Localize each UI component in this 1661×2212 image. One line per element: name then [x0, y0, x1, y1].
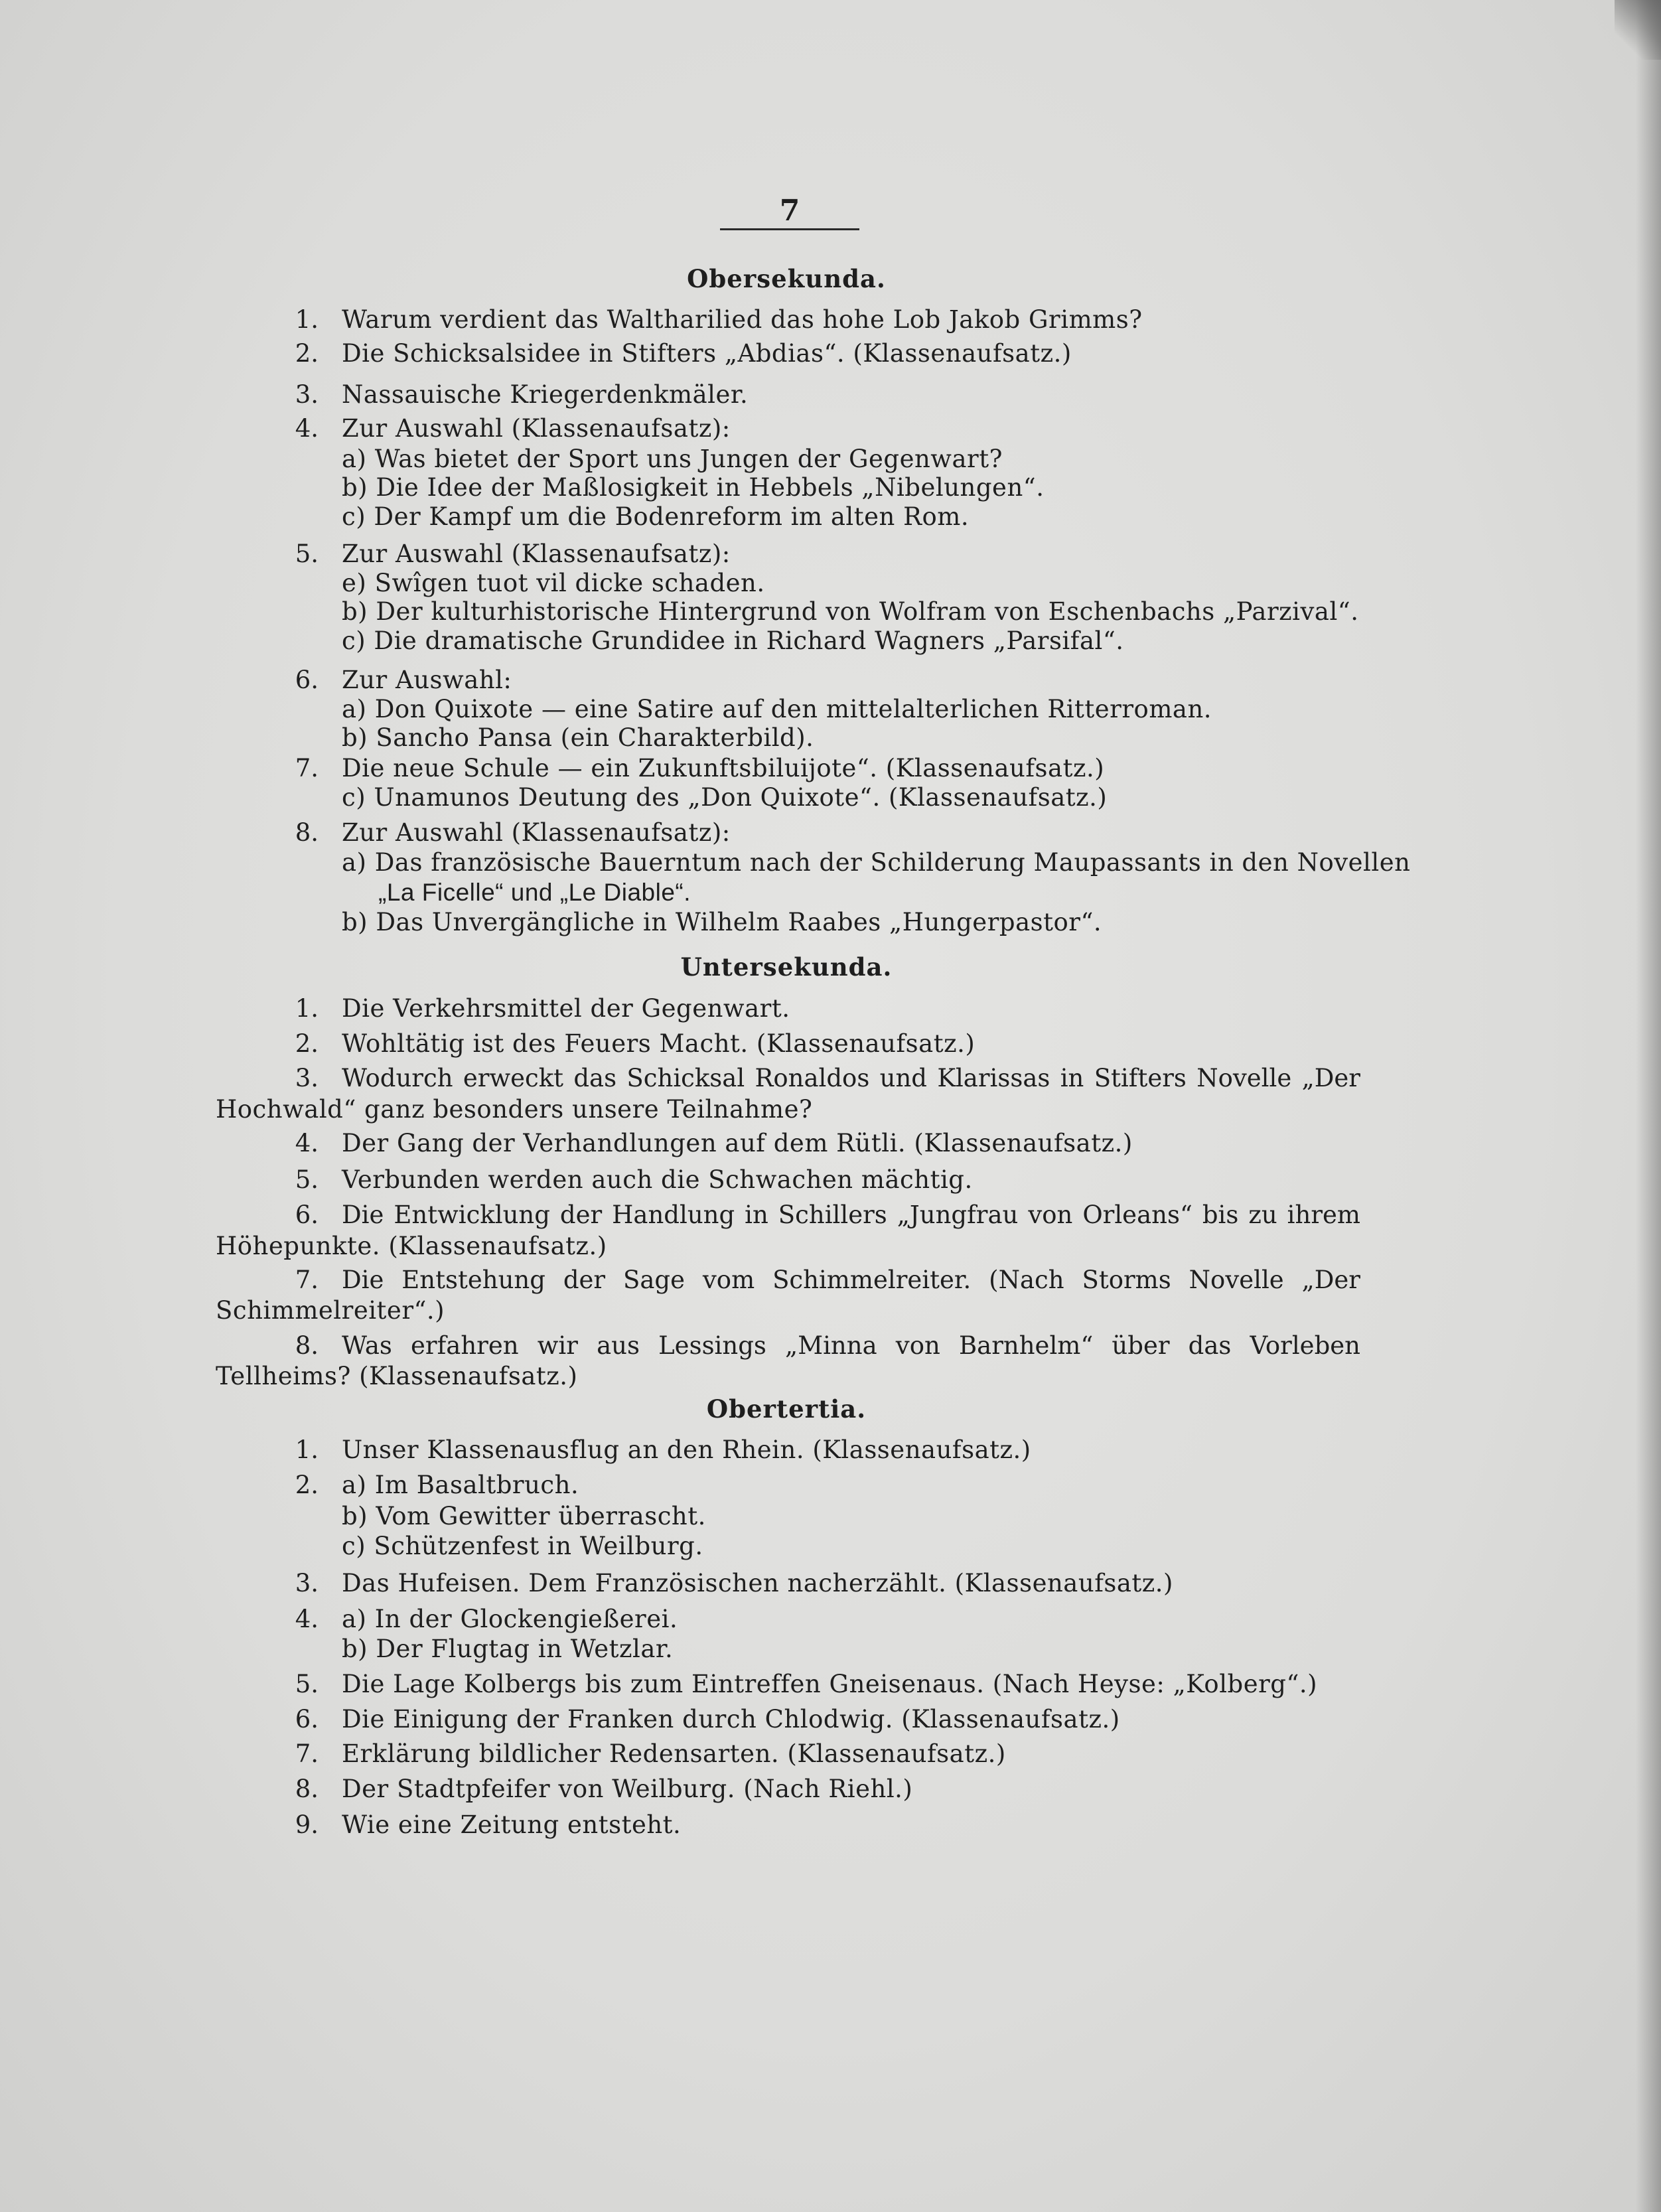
item-number: 6. [295, 1705, 319, 1733]
item-number: 2. [295, 1471, 319, 1499]
page-corner-shadow [1615, 0, 1661, 60]
essay-subtopic-continuation: „La Ficelle“ und „Le Diable“. [378, 879, 691, 906]
essay-topic: a) Im Basaltbruch. [342, 1471, 579, 1499]
item-number: 3. [295, 1064, 319, 1092]
essay-topic: a) In der Glockengießerei. [342, 1605, 678, 1633]
essay-topic: Zur Auswahl (Klassenaufsatz): [342, 414, 731, 443]
essay-topic: Die Entwicklung der Handlung in Schillers „Jungfrau von Orleans“ bis zu ihrem [342, 1201, 1360, 1229]
essay-subtopic: c) Die dramatische Grundidee in Richard Wagners „Parsifal“. [342, 627, 1124, 655]
essay-subtopic: b) Das Unvergängliche in Wilhelm Raabes „Hungerpastor“. [342, 908, 1102, 936]
essay-topic: Das Hufeisen. Dem Französischen nacherzählt. (Klassenaufsatz.) [342, 1569, 1173, 1597]
essay-topic: Die Einigung der Franken durch Chlodwig. (Klassenaufsatz.) [342, 1705, 1120, 1733]
essay-topic: Unser Klassenausflug an den Rhein. (Klassenaufsatz.) [342, 1436, 1031, 1464]
page-edge-shadow [1636, 0, 1661, 2212]
item-number: 5. [295, 1165, 319, 1194]
item-number: 5. [295, 540, 319, 568]
item-number: 1. [295, 994, 319, 1023]
essay-subtopic: a) Das französische Bauerntum nach der Schilderung Maupassants in den Novellen [342, 848, 1411, 877]
essay-topic: Der Stadtpfeifer von Weilburg. (Nach Riehl.) [342, 1775, 913, 1803]
essay-subtopic: c) Unamunos Deutung des „Don Quixote“. (Klassenaufsatz.) [342, 783, 1108, 812]
essay-topic-continuation: Höhepunkte. (Klassenaufsatz.) [216, 1232, 607, 1260]
section-heading-obersekunda: Obersekunda. [687, 264, 886, 293]
essay-topic: Zur Auswahl: [342, 666, 512, 694]
essay-topic: Verbunden werden auch die Schwachen mächtig. [342, 1165, 973, 1194]
essay-topic: Nassauische Kriegerdenkmäler. [342, 380, 749, 409]
essay-topic: Die neue Schule — ein Zukunftsbiluijote“. (Klassenaufsatz.) [342, 754, 1105, 782]
item-number: 4. [295, 1605, 319, 1633]
item-number: 4. [295, 414, 319, 443]
item-number: 1. [295, 305, 319, 334]
item-number: 9. [295, 1810, 319, 1839]
essay-topic: Die Entstehung der Sage vom Schimmelreiter. (Nach Storms Novelle „Der [342, 1266, 1360, 1294]
essay-subtopic: a) Was bietet der Sport uns Jungen der Gegenwart? [342, 445, 1003, 473]
essay-subtopic: b) Vom Gewitter überrascht. [342, 1502, 706, 1530]
essay-topic: Wie eine Zeitung entsteht. [342, 1810, 682, 1839]
item-number: 7. [295, 1739, 319, 1768]
item-number: 1. [295, 1436, 319, 1464]
essay-subtopic: b) Die Idee der Maßlosigkeit in Hebbels „Nibelungen“. [342, 473, 1045, 502]
item-number: 7. [295, 754, 319, 782]
essay-topic-continuation: Hochwald“ ganz besonders unsere Teilnahme? [216, 1095, 813, 1124]
item-number: 8. [295, 1331, 319, 1360]
essay-topic: Wodurch erweckt das Schicksal Ronaldos und Klarissas in Stifters Novelle „Der [342, 1064, 1360, 1092]
item-number: 6. [295, 1201, 319, 1229]
essay-subtopic: b) Der Flugtag in Wetzlar. [342, 1635, 674, 1663]
essay-topic: Zur Auswahl (Klassenaufsatz): [342, 540, 731, 568]
essay-topic: Der Gang der Verhandlungen auf dem Rütli. (Klassenaufsatz.) [342, 1129, 1133, 1157]
essay-topic-continuation: Schimmelreiter“.) [216, 1296, 445, 1325]
essay-subtopic: a) Don Quixote — eine Satire auf den mittelalterlichen Ritterroman. [342, 695, 1212, 723]
item-number: 2. [295, 339, 319, 368]
essay-topic-continuation: Tellheims? (Klassenaufsatz.) [216, 1362, 578, 1390]
essay-subtopic: b) Der kulturhistorische Hintergrund von Wolfram von Eschenbachs „Parzival“. [342, 597, 1359, 626]
item-number: 3. [295, 1569, 319, 1597]
essay-topic: Warum verdient das Waltharilied das hohe Lob Jakob Grimms? [342, 305, 1143, 334]
item-number: 7. [295, 1266, 319, 1294]
page-number: 7 [779, 194, 800, 228]
essay-topic: Erklärung bildlicher Redensarten. (Klassenaufsatz.) [342, 1739, 1006, 1768]
essay-topic: Zur Auswahl (Klassenaufsatz): [342, 818, 731, 847]
essay-subtopic: c) Schützenfest in Weilburg. [342, 1532, 703, 1560]
essay-topic: Wohltätig ist des Feuers Macht. (Klassenaufsatz.) [342, 1029, 975, 1058]
page-number-rule [720, 228, 859, 230]
essay-subtopic: c) Der Kampf um die Bodenreform im alten Rom. [342, 502, 970, 531]
essay-topic: Die Schicksalsidee in Stifters „Abdias“. (Klassenaufsatz.) [342, 339, 1072, 368]
item-number: 8. [295, 818, 319, 847]
item-number: 6. [295, 666, 319, 694]
item-number: 8. [295, 1775, 319, 1803]
section-heading-untersekunda: Untersekunda. [680, 952, 893, 982]
section-heading-obertertia: Obertertia. [706, 1394, 867, 1424]
item-number: 2. [295, 1029, 319, 1058]
essay-subtopic: e) Swîgen tuot vil dicke schaden. [342, 569, 765, 597]
item-number: 3. [295, 380, 319, 409]
essay-subtopic: b) Sancho Pansa (ein Charakterbild). [342, 723, 814, 752]
essay-topic: Was erfahren wir aus Lessings „Minna von Barnhelm“ über das Vorleben [342, 1331, 1360, 1360]
essay-topic: Die Verkehrsmittel der Gegenwart. [342, 994, 790, 1023]
item-number: 5. [295, 1670, 319, 1698]
essay-topic: Die Lage Kolbergs bis zum Eintreffen Gneisenaus. (Nach Heyse: „Kolberg“.) [342, 1670, 1318, 1698]
item-number: 4. [295, 1129, 319, 1157]
